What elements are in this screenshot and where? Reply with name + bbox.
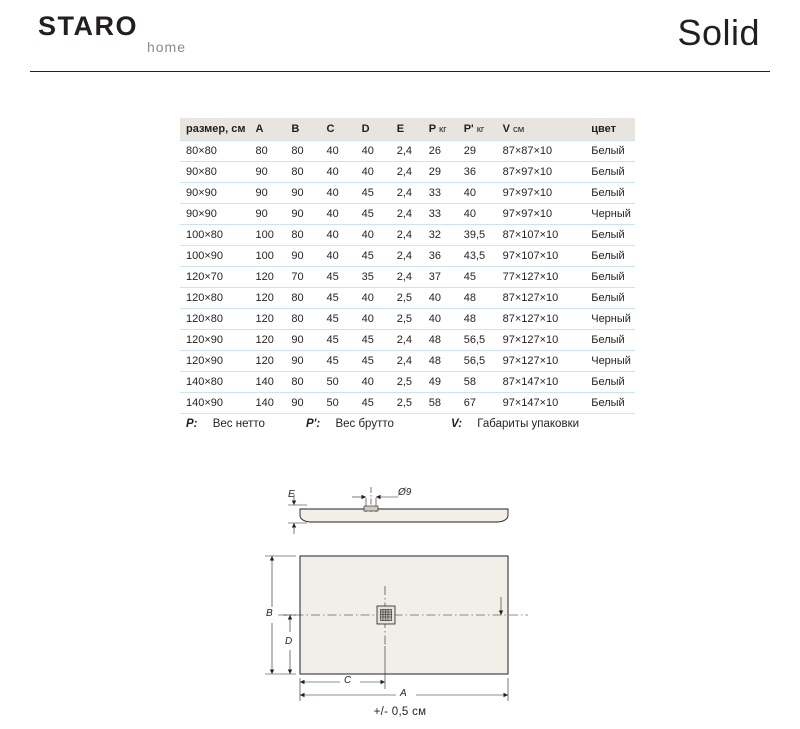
cell-a: 100 <box>250 246 286 267</box>
table-row <box>180 267 635 288</box>
cell-color: Белый <box>585 372 635 393</box>
cell-p-gross: 43,5 <box>458 246 497 267</box>
cell-size: 120×80 <box>180 288 250 309</box>
cell-p-gross: 40 <box>458 204 497 225</box>
cell-b: 90 <box>285 393 320 414</box>
cell-e: 2,5 <box>391 309 423 330</box>
cell-d: 40 <box>356 141 391 162</box>
cell-size: 120×80 <box>180 309 250 330</box>
page-title: Solid <box>677 12 760 53</box>
cell-size: 140×80 <box>180 372 250 393</box>
legend-text-v: Габариты упаковки <box>477 418 580 430</box>
cell-p-gross: 40 <box>458 183 497 204</box>
table-row <box>180 183 635 204</box>
cell-volume: 97×107×10 <box>497 246 586 267</box>
cell-b: 80 <box>285 288 320 309</box>
cell-e: 2,4 <box>391 183 423 204</box>
brand-logo-main: STARO <box>38 11 138 41</box>
cell-c: 40 <box>321 225 356 246</box>
cell-b: 70 <box>285 267 320 288</box>
cell-size: 120×90 <box>180 330 250 351</box>
cell-size: 100×80 <box>180 225 250 246</box>
legend-key-v: V: <box>451 418 463 430</box>
cell-volume: 87×127×10 <box>497 288 586 309</box>
cell-b: 80 <box>285 372 320 393</box>
cell-c: 50 <box>321 372 356 393</box>
cell-volume: 97×97×10 <box>497 183 586 204</box>
drain-outlet <box>377 606 395 624</box>
cell-p-gross: 58 <box>458 372 497 393</box>
cell-c: 40 <box>321 141 356 162</box>
cell-p-gross: 45 <box>458 267 497 288</box>
cell-p: 48 <box>423 330 458 351</box>
cell-color: Белый <box>585 246 635 267</box>
column-header-d: D <box>356 118 391 141</box>
cell-p: 33 <box>423 183 458 204</box>
cell-a: 120 <box>250 309 286 330</box>
table-row <box>180 246 635 267</box>
cell-size: 140×90 <box>180 393 250 414</box>
cell-size: 120×70 <box>180 267 250 288</box>
cell-b: 80 <box>285 225 320 246</box>
legend-item-gross-weight <box>306 418 394 430</box>
legend-item-package-dimensions <box>451 418 579 430</box>
cell-a: 90 <box>250 162 286 183</box>
cell-b: 90 <box>285 330 320 351</box>
cell-p: 33 <box>423 204 458 225</box>
cell-b: 80 <box>285 141 320 162</box>
dimension-label-e: E <box>288 489 295 500</box>
cell-e: 2,5 <box>391 372 423 393</box>
page-header <box>30 0 770 72</box>
cell-p-gross: 29 <box>458 141 497 162</box>
cell-b: 90 <box>285 246 320 267</box>
cell-size: 90×90 <box>180 183 250 204</box>
cell-size: 90×80 <box>180 162 250 183</box>
tray-plan-outline <box>300 556 508 674</box>
cell-c: 40 <box>321 204 356 225</box>
cell-b: 90 <box>285 183 320 204</box>
cell-a: 120 <box>250 267 286 288</box>
cell-e: 2,4 <box>391 141 423 162</box>
table-row <box>180 288 635 309</box>
dimension-label-hole-diameter: Ø9 <box>398 487 412 498</box>
cell-size: 90×90 <box>180 204 250 225</box>
cell-c: 45 <box>321 267 356 288</box>
cell-d: 40 <box>356 225 391 246</box>
table-row <box>180 204 635 225</box>
cell-p-gross: 56,5 <box>458 351 497 372</box>
cell-d: 45 <box>356 330 391 351</box>
cell-d: 45 <box>356 351 391 372</box>
cell-b: 80 <box>285 309 320 330</box>
column-header-color: цвет <box>585 118 635 141</box>
cell-b: 90 <box>285 351 320 372</box>
cell-color: Белый <box>585 141 635 162</box>
legend-key-p: P: <box>186 418 198 430</box>
cell-e: 2,4 <box>391 225 423 246</box>
column-header-volume: V см <box>497 118 586 141</box>
cell-c: 45 <box>321 330 356 351</box>
cell-size: 80×80 <box>180 141 250 162</box>
cell-p: 40 <box>423 309 458 330</box>
cell-d: 40 <box>356 309 391 330</box>
cell-p-gross: 67 <box>458 393 497 414</box>
column-header-p: P кг <box>423 118 458 141</box>
cell-e: 2,4 <box>391 246 423 267</box>
cell-size: 100×90 <box>180 246 250 267</box>
cell-volume: 87×87×10 <box>497 141 586 162</box>
cell-c: 50 <box>321 393 356 414</box>
table-row <box>180 393 635 414</box>
cell-volume: 87×107×10 <box>497 225 586 246</box>
specification-table-container <box>180 118 635 414</box>
cell-volume: 97×127×10 <box>497 330 586 351</box>
cell-volume: 87×147×10 <box>497 372 586 393</box>
cell-e: 2,4 <box>391 162 423 183</box>
column-header-a: A <box>250 118 286 141</box>
cell-a: 80 <box>250 141 286 162</box>
cell-d: 45 <box>356 246 391 267</box>
cell-d: 40 <box>356 162 391 183</box>
cell-p-gross: 39,5 <box>458 225 497 246</box>
cell-p-gross: 48 <box>458 309 497 330</box>
cell-volume: 87×127×10 <box>497 309 586 330</box>
dimension-label-b: B <box>266 608 273 619</box>
cell-p: 29 <box>423 162 458 183</box>
cell-p-gross: 48 <box>458 288 497 309</box>
legend-item-net-weight <box>186 418 265 430</box>
cell-a: 100 <box>250 225 286 246</box>
cell-d: 40 <box>356 372 391 393</box>
cell-e: 2,4 <box>391 330 423 351</box>
cell-b: 80 <box>285 162 320 183</box>
cell-p: 36 <box>423 246 458 267</box>
cell-color: Белый <box>585 288 635 309</box>
cell-b: 90 <box>285 204 320 225</box>
table-row <box>180 351 635 372</box>
cell-d: 45 <box>356 393 391 414</box>
table-header-row <box>180 118 635 141</box>
table-row <box>180 141 635 162</box>
table-row <box>180 162 635 183</box>
cell-p-gross: 36 <box>458 162 497 183</box>
cell-d: 45 <box>356 204 391 225</box>
column-header-size: размер, см <box>180 118 250 141</box>
cell-color: Белый <box>585 267 635 288</box>
cell-c: 40 <box>321 246 356 267</box>
table-row <box>180 309 635 330</box>
cell-a: 140 <box>250 393 286 414</box>
cell-c: 45 <box>321 309 356 330</box>
cell-c: 40 <box>321 162 356 183</box>
cell-size: 120×90 <box>180 351 250 372</box>
cell-color: Черный <box>585 309 635 330</box>
cell-color: Белый <box>585 183 635 204</box>
cell-p-gross: 56,5 <box>458 330 497 351</box>
cell-p: 32 <box>423 225 458 246</box>
cell-p: 49 <box>423 372 458 393</box>
column-header-b: B <box>285 118 320 141</box>
cell-p: 48 <box>423 351 458 372</box>
cell-p: 40 <box>423 288 458 309</box>
cell-volume: 87×97×10 <box>497 162 586 183</box>
cell-volume: 77×127×10 <box>497 267 586 288</box>
cell-p: 37 <box>423 267 458 288</box>
legend-text-p-gross: Вес брутто <box>335 418 394 430</box>
cell-color: Белый <box>585 225 635 246</box>
table-body <box>180 141 635 414</box>
tolerance-note: +/- 0,5 см <box>373 706 427 718</box>
cell-e: 2,4 <box>391 351 423 372</box>
column-header-c: C <box>321 118 356 141</box>
table-row <box>180 225 635 246</box>
cell-a: 120 <box>250 351 286 372</box>
cell-a: 90 <box>250 204 286 225</box>
column-header-e: E <box>391 118 423 141</box>
cell-e: 2,5 <box>391 393 423 414</box>
brand-logo-sub: home <box>146 39 186 55</box>
cell-p: 26 <box>423 141 458 162</box>
cell-color: Черный <box>585 204 635 225</box>
cell-volume: 97×127×10 <box>497 351 586 372</box>
table-row <box>180 372 635 393</box>
cell-a: 90 <box>250 183 286 204</box>
cell-color: Белый <box>585 162 635 183</box>
cell-d: 45 <box>356 183 391 204</box>
dimension-label-d: D <box>285 636 293 647</box>
cell-e: 2,4 <box>391 204 423 225</box>
column-header-p-gross: P' кг <box>458 118 497 141</box>
specification-table <box>180 118 635 414</box>
cell-e: 2,4 <box>391 267 423 288</box>
cell-color: Белый <box>585 330 635 351</box>
brand-logo <box>38 12 188 54</box>
cell-d: 35 <box>356 267 391 288</box>
cell-a: 140 <box>250 372 286 393</box>
cell-a: 120 <box>250 330 286 351</box>
cell-e: 2,5 <box>391 288 423 309</box>
table-row <box>180 330 635 351</box>
cell-p: 58 <box>423 393 458 414</box>
dimension-label-a: A <box>400 688 407 699</box>
cell-color: Белый <box>585 393 635 414</box>
cell-c: 45 <box>321 288 356 309</box>
cell-a: 120 <box>250 288 286 309</box>
dimension-label-c: C <box>344 675 352 686</box>
legend-key-p-gross: P': <box>306 418 321 430</box>
tray-side-profile <box>300 509 508 522</box>
legend-text-p: Вес нетто <box>212 418 265 430</box>
cell-volume: 97×97×10 <box>497 204 586 225</box>
cell-c: 40 <box>321 183 356 204</box>
cell-color: Черный <box>585 351 635 372</box>
cell-c: 45 <box>321 351 356 372</box>
cell-volume: 97×147×10 <box>497 393 586 414</box>
cell-d: 40 <box>356 288 391 309</box>
